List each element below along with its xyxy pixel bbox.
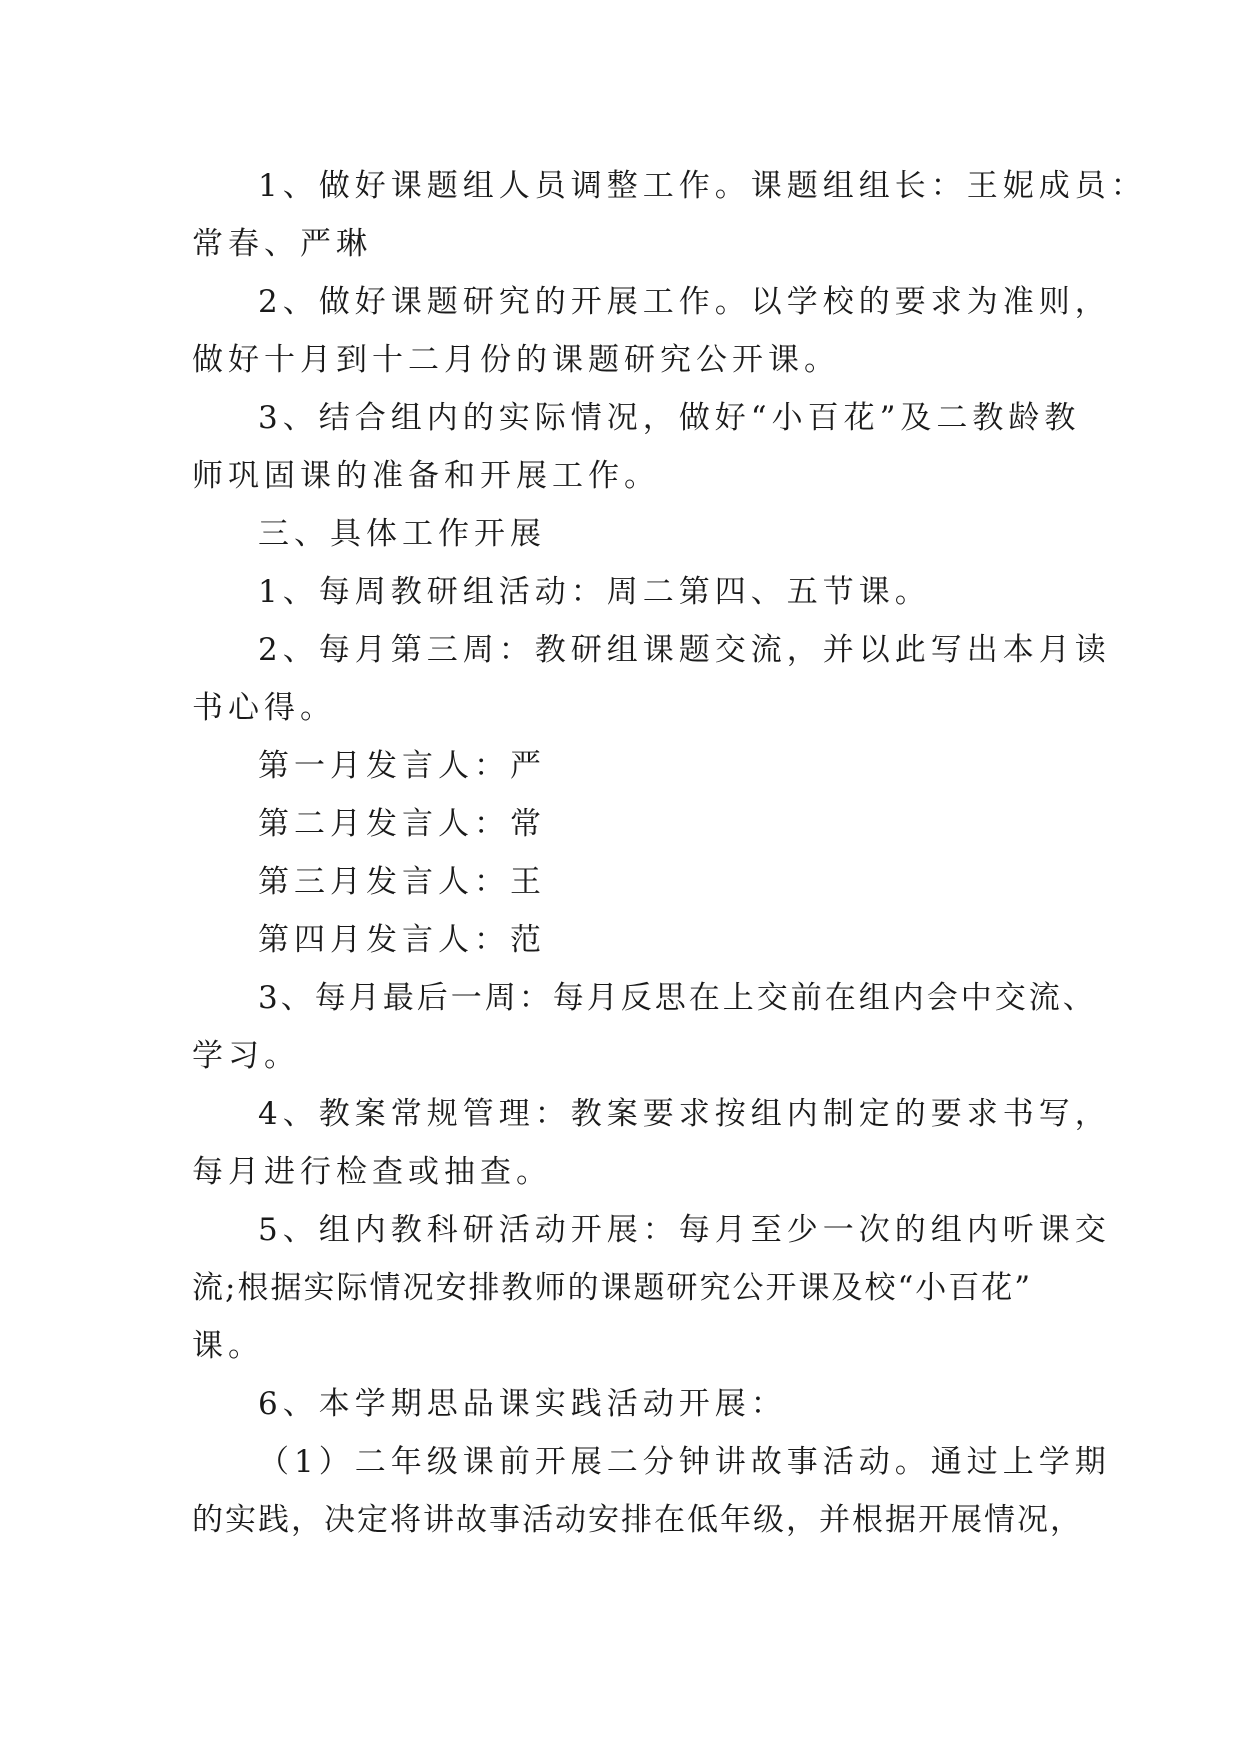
section-heading: 三、具体工作开展 [258, 516, 546, 552]
paragraph-line: 常春、严琳 [192, 226, 372, 262]
paragraph-line: 做好十月到十二月份的课题研究公开课。 [192, 342, 840, 378]
paragraph-line: 学习。 [192, 1038, 300, 1074]
paragraph-line: 师巩固课的准备和开展工作。 [192, 458, 660, 494]
speaker-line: 第三月发言人：王 [258, 864, 546, 900]
paragraph-line: 课。 [192, 1328, 264, 1364]
paragraph-line: 2、做好课题研究的开展工作。以学校的要求为准则， [258, 284, 1111, 320]
paragraph-line: 每月进行检查或抽查。 [192, 1154, 552, 1190]
paragraph-line: 5、组内教科研活动开展：每月至少一次的组内听课交 [258, 1212, 1111, 1248]
speaker-line: 第一月发言人：严 [258, 748, 546, 784]
paragraph-line: 4、教案常规管理：教案要求按组内制定的要求书写， [258, 1096, 1111, 1132]
paragraph-line: 1、做好课题组人员调整工作。课题组组长：王妮成员： [258, 168, 1147, 204]
paragraph-line: 3、每月最后一周：每月反思在上交前在组内会中交流、 [258, 980, 1097, 1016]
paragraph-line: 2、每月第三周：教研组课题交流，并以此写出本月读 [258, 632, 1111, 668]
paragraph-line: 3、结合组内的实际情况，做好“小百花”及二教龄教 [258, 400, 1081, 436]
paragraph-line: 的实践，决定将讲故事活动安排在低年级，并根据开展情况， [192, 1502, 1083, 1538]
speaker-line: 第四月发言人：范 [258, 922, 546, 958]
paragraph-line: 1、每周教研组活动：周二第四、五节课。 [258, 574, 931, 610]
paragraph-line: 书心得。 [192, 690, 336, 726]
paragraph-line: 流;根据实际情况安排教师的课题研究公开课及校“小百花” [192, 1270, 1033, 1306]
paragraph-line: 6、本学期思品课实践活动开展： [258, 1386, 787, 1422]
paragraph-line: （1）二年级课前开展二分钟讲故事活动。通过上学期 [258, 1444, 1111, 1480]
speaker-line: 第二月发言人：常 [258, 806, 546, 842]
